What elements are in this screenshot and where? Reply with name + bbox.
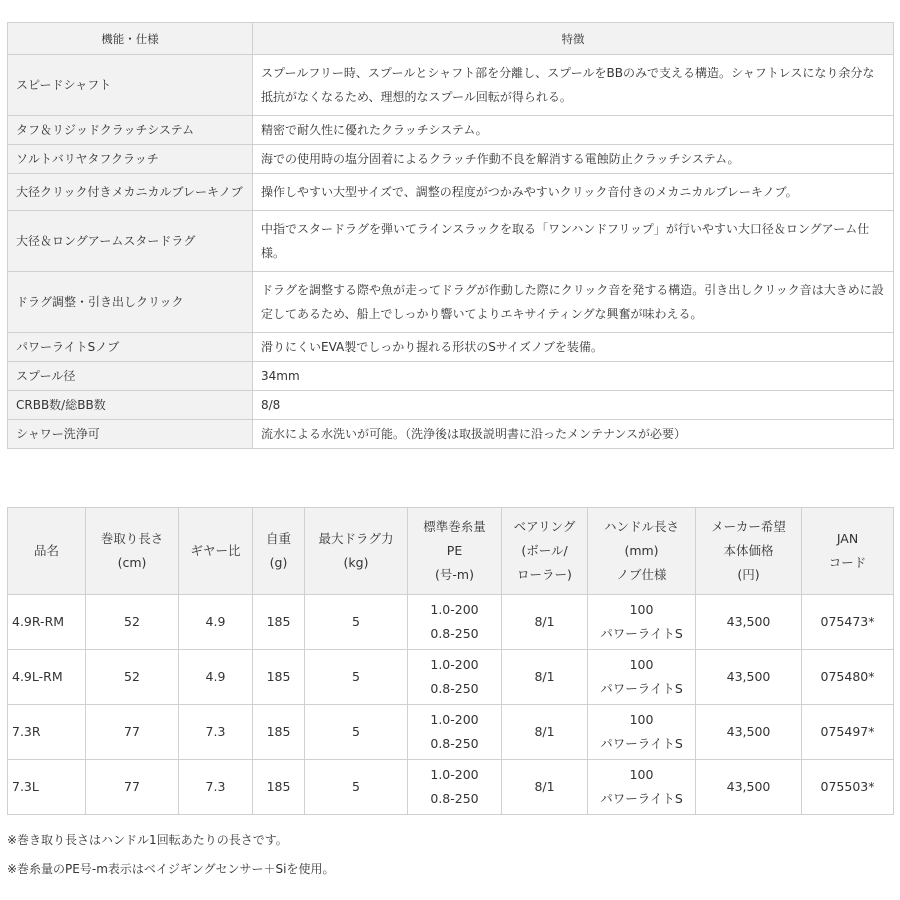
spec-gear-ratio: 4.9 — [179, 595, 253, 650]
spec-header-cell — [408, 508, 502, 595]
spec-jan-code: 075480* — [802, 650, 894, 705]
spec-line-capacity-line: 1.0-200 — [430, 602, 479, 617]
spec-model: 4.9L-RM — [8, 650, 86, 705]
spec-line-capacity — [408, 650, 502, 705]
spec-model: 7.3R — [8, 705, 86, 760]
spec-retrieve-length: 52 — [86, 650, 179, 705]
spec-header-cell — [8, 508, 86, 595]
spec-header-line: ローラー) — [517, 567, 572, 582]
footnote: ※巻糸量のPE号-m表示はベイジギングセンサー＋Siを使用。 — [7, 862, 335, 876]
spec-retrieve-length: 77 — [86, 760, 179, 815]
spec-line-capacity — [408, 705, 502, 760]
feature-name: タフ＆リジッドクラッチシステム — [8, 116, 253, 145]
features-header-function: 機能・仕様 — [8, 23, 253, 55]
spec-row — [8, 595, 894, 650]
spec-line-capacity — [408, 595, 502, 650]
spec-row — [8, 650, 894, 705]
spec-row — [8, 760, 894, 815]
features-header-row — [8, 23, 894, 55]
spec-bearing: 8/1 — [502, 650, 588, 705]
spec-max-drag: 5 — [305, 650, 408, 705]
spec-handle-line: パワーライトS — [600, 736, 683, 751]
spec-header-line: (号-m) — [435, 567, 474, 582]
spec-line-capacity-line: 0.8-250 — [430, 681, 479, 696]
spec-line-capacity-line: 1.0-200 — [430, 767, 479, 782]
spec-header-cell — [588, 508, 696, 595]
spec-weight: 185 — [253, 650, 305, 705]
spec-header-line: (g) — [269, 555, 288, 570]
feature-name: スピードシャフト — [8, 55, 253, 116]
spec-header-line: PE — [446, 543, 463, 558]
spec-bearing: 8/1 — [502, 760, 588, 815]
spec-bearing: 8/1 — [502, 705, 588, 760]
spec-model: 4.9R-RM — [8, 595, 86, 650]
spec-line-capacity-line: 0.8-250 — [430, 791, 479, 806]
spec-line-capacity-line: 0.8-250 — [430, 626, 479, 641]
spec-jan-code: 075473* — [802, 595, 894, 650]
spec-header-line: ギヤー比 — [190, 543, 241, 558]
spec-header-cell — [253, 508, 305, 595]
spec-row — [8, 705, 894, 760]
spec-price: 43,500 — [696, 760, 802, 815]
feature-desc: 中指でスタードラグを弾いてラインスラックを取る「ワンハンドフリップ」が行いやすい大口径＆ロングアーム仕様。 — [253, 211, 894, 272]
spec-table — [7, 507, 894, 815]
footnotes — [7, 826, 335, 884]
feature-row — [8, 211, 894, 272]
feature-name: 大径＆ロングアームスタードラグ — [8, 211, 253, 272]
spec-header-cell — [86, 508, 179, 595]
spec-handle — [588, 760, 696, 815]
spec-header-line: (ボール/ — [521, 543, 568, 558]
spec-handle-line: パワーライトS — [600, 681, 683, 696]
feature-desc: 流水による水洗いが可能。（洗浄後は取扱説明書に沿ったメンテナンスが必要） — [253, 420, 894, 449]
spec-weight: 185 — [253, 595, 305, 650]
spec-header-line: ノブ仕様 — [616, 567, 667, 582]
spec-header-line: (kg) — [343, 555, 369, 570]
spec-gear-ratio: 7.3 — [179, 760, 253, 815]
spec-header-line: JAN — [836, 531, 859, 546]
spec-header-line: 最大ドラグ力 — [318, 531, 394, 546]
spec-header-row — [8, 508, 894, 595]
spec-bearing: 8/1 — [502, 595, 588, 650]
spec-retrieve-length: 52 — [86, 595, 179, 650]
spec-jan-code: 075503* — [802, 760, 894, 815]
spec-jan-code: 075497* — [802, 705, 894, 760]
feature-desc: 8/8 — [253, 391, 894, 420]
spec-header-cell — [179, 508, 253, 595]
spec-header-line: (cm) — [117, 555, 147, 570]
feature-desc: 滑りにくいEVA製でしっかり握れる形状のSサイズノブを装備。 — [253, 333, 894, 362]
spec-max-drag: 5 — [305, 760, 408, 815]
spec-header-line: 標準巻糸量 — [423, 519, 486, 534]
features-header-feature: 特徴 — [253, 23, 894, 55]
spec-handle-line: 100 — [629, 712, 654, 727]
spec-handle — [588, 650, 696, 705]
footnote: ※巻き取り長さはハンドル1回転あたりの長さです。 — [7, 833, 288, 847]
feature-row — [8, 174, 894, 211]
spec-gear-ratio: 4.9 — [179, 650, 253, 705]
spec-weight: 185 — [253, 705, 305, 760]
feature-desc: 操作しやすい大型サイズで、調整の程度がつかみやすいクリック音付きのメカニカルブレーキノブ。 — [253, 174, 894, 211]
spec-line-capacity — [408, 760, 502, 815]
feature-row — [8, 391, 894, 420]
feature-desc: 海での使用時の塩分固着によるクラッチ作動不良を解消する電蝕防止クラッチシステム。 — [253, 145, 894, 174]
spec-price: 43,500 — [696, 595, 802, 650]
spec-header-line: 巻取り長さ — [100, 531, 164, 546]
spec-price: 43,500 — [696, 705, 802, 760]
spec-handle — [588, 705, 696, 760]
spec-handle-line: 100 — [629, 602, 654, 617]
spec-header-line: 品名 — [33, 543, 59, 558]
spec-handle-line: パワーライトS — [600, 626, 683, 641]
spec-header-cell — [305, 508, 408, 595]
spec-header-cell — [502, 508, 588, 595]
spec-header-cell — [802, 508, 894, 595]
spec-header-line: メーカー希望 — [711, 519, 786, 534]
spec-max-drag: 5 — [305, 705, 408, 760]
feature-row — [8, 145, 894, 174]
feature-desc: スプールフリー時、スプールとシャフト部を分離し、スプールをBBのみで支える構造。シャフトレスになり余分な抵抗がなくなるため、理想的なスプール回転が得られる。 — [253, 55, 894, 116]
spec-header-line: ハンドル長さ — [603, 519, 679, 534]
feature-desc: ドラグを調整する際や魚が走ってドラグが作動した際にクリック音を発する構造。引き出しクリック音は大きめに設定してあるため、船上でしっかり響いてよりエキサイティングな興奮が味わえる。 — [253, 272, 894, 333]
spec-handle-line: 100 — [629, 767, 654, 782]
feature-row — [8, 420, 894, 449]
feature-name: パワーライトSノブ — [8, 333, 253, 362]
feature-name: ソルトバリヤタフクラッチ — [8, 145, 253, 174]
spec-line-capacity-line: 1.0-200 — [430, 712, 479, 727]
spec-line-capacity-line: 0.8-250 — [430, 736, 479, 751]
spec-line-capacity-line: 1.0-200 — [430, 657, 479, 672]
feature-name: シャワー洗浄可 — [8, 420, 253, 449]
spec-retrieve-length: 77 — [86, 705, 179, 760]
spec-gear-ratio: 7.3 — [179, 705, 253, 760]
feature-row — [8, 362, 894, 391]
features-table — [7, 22, 894, 449]
feature-name: ドラグ調整・引き出しクリック — [8, 272, 253, 333]
feature-name: 大径クリック付きメカニカルブレーキノブ — [8, 174, 253, 211]
spec-header-line: (円) — [737, 567, 760, 582]
spec-handle — [588, 595, 696, 650]
spec-handle-line: パワーライトS — [600, 791, 683, 806]
feature-row — [8, 116, 894, 145]
feature-row — [8, 55, 894, 116]
spec-header-line: ベアリング — [513, 519, 576, 534]
spec-price: 43,500 — [696, 650, 802, 705]
feature-desc: 34mm — [253, 362, 894, 391]
feature-name: CRBB数/総BB数 — [8, 391, 253, 420]
spec-weight: 185 — [253, 760, 305, 815]
spec-handle-line: 100 — [629, 657, 654, 672]
feature-row — [8, 272, 894, 333]
spec-header-line: (mm) — [624, 543, 659, 558]
feature-desc: 精密で耐久性に優れたクラッチシステム。 — [253, 116, 894, 145]
feature-name: スプール径 — [8, 362, 253, 391]
spec-header-line: 自重 — [265, 531, 291, 546]
spec-header-line: コード — [828, 555, 867, 570]
spec-max-drag: 5 — [305, 595, 408, 650]
spec-header-line: 本体価格 — [723, 543, 774, 558]
spec-header-cell — [696, 508, 802, 595]
feature-row — [8, 333, 894, 362]
spec-model: 7.3L — [8, 760, 86, 815]
